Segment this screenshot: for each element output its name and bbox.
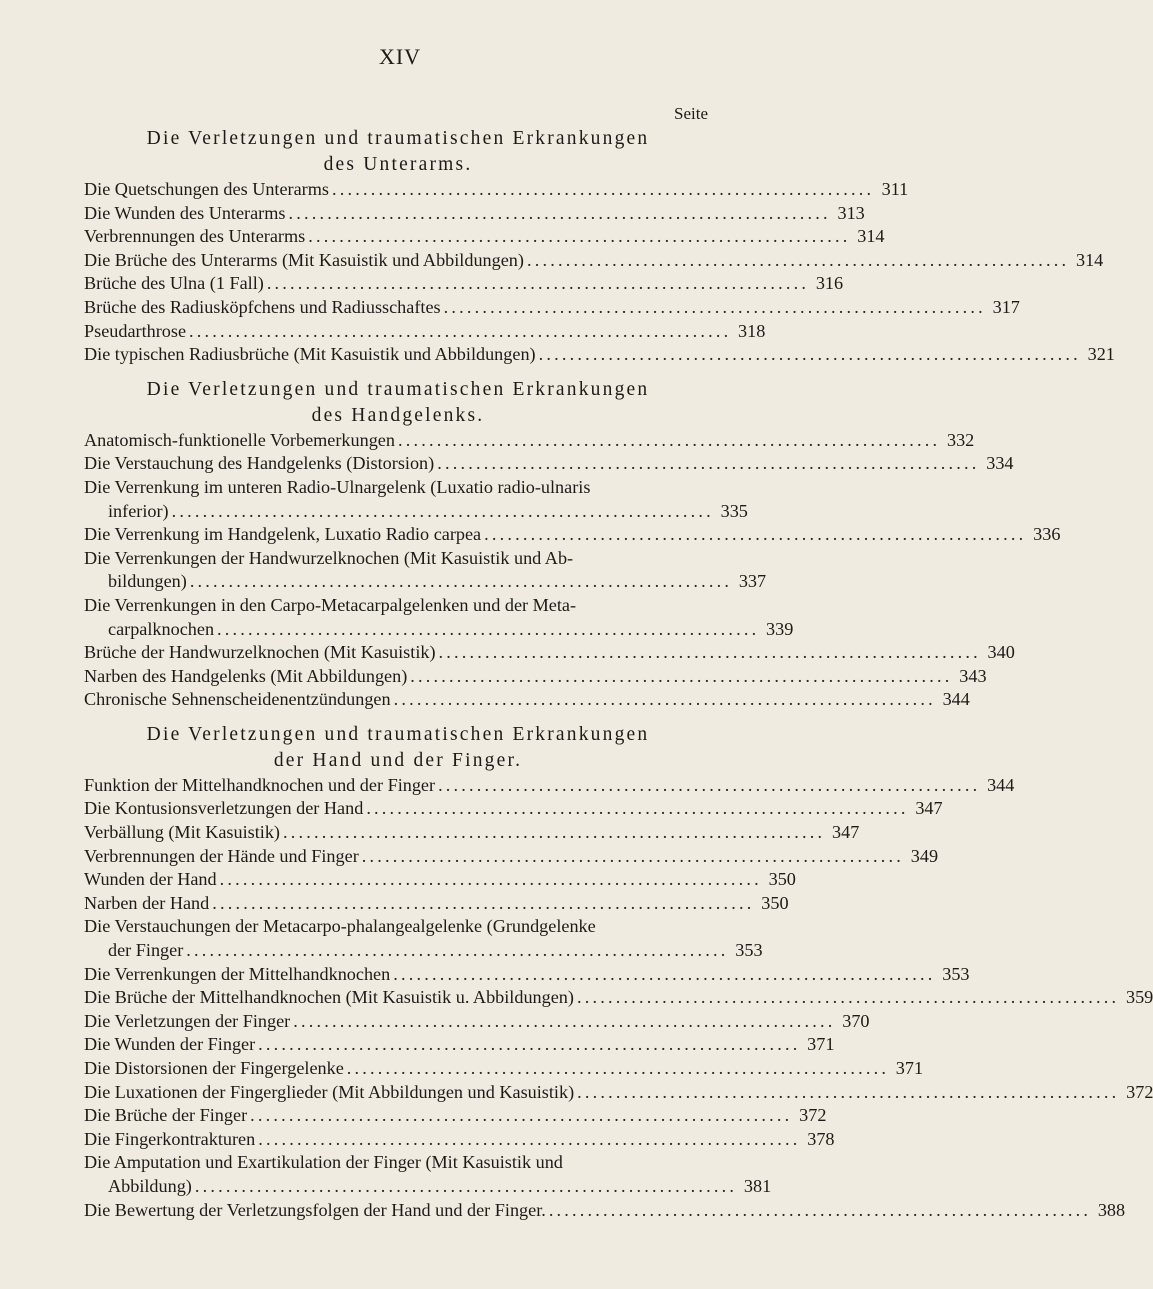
section-subtitle: des Handgelenks.: [311, 404, 485, 426]
toc-entry-page: 350: [761, 892, 789, 913]
toc-entry-title: Die Verstauchung des Handgelenks (Distorsion): [84, 453, 435, 474]
toc-entry[interactable]: [84, 821, 860, 845]
toc-entry-line: Die Amputation und Exartikulation der Finger (Mit Kasuistik und: [84, 1152, 563, 1173]
toc-entry[interactable]: [84, 343, 1115, 367]
toc-entry[interactable]: [84, 1081, 1153, 1105]
leader-dots: ......................................................................: [212, 892, 755, 913]
toc-entry[interactable]: [84, 963, 970, 987]
leader-dots: ......................................................................: [484, 524, 1027, 545]
toc-entry-page: 344: [987, 774, 1015, 795]
toc-entry[interactable]: [84, 1128, 835, 1152]
leader-dots: ......................................................................: [548, 1199, 1092, 1220]
leader-dots: ......................................................................: [361, 845, 905, 866]
toc-entry-page: 347: [915, 798, 943, 819]
toc-entry[interactable]: [84, 272, 844, 296]
toc-entry-line: Die Verrenkungen der Handwurzelknochen (Mit Kasuistik und Ab-: [84, 547, 574, 568]
toc-entry-title: Funktion der Mittelhandknochen und der Finger: [84, 774, 436, 795]
toc-entry-title: Wunden der Hand: [84, 869, 217, 890]
toc-entry-page: 353: [735, 940, 763, 961]
toc-section: [84, 722, 1153, 1222]
leader-dots: ......................................................................: [346, 1058, 890, 1078]
toc-entry-title: Die Distorsionen der Fingergelenke: [84, 1058, 344, 1078]
leader-dots: ......................................................................: [258, 1034, 801, 1055]
toc-section: [84, 377, 1061, 712]
leader-dots: ......................................................................: [438, 774, 981, 795]
toc-entry-title: Pseudarthrose: [84, 320, 187, 341]
toc-entry[interactable]: [84, 618, 794, 642]
leader-dots: ......................................................................: [443, 296, 986, 317]
leader-dots: ......................................................................: [526, 249, 1070, 270]
toc-entry[interactable]: [84, 202, 865, 226]
toc-entry-page: 372: [799, 1105, 827, 1126]
leader-dots: ......................................................................: [366, 798, 909, 819]
toc-entry-page: 359: [1125, 987, 1153, 1008]
toc-entry-page: 372: [1126, 1081, 1153, 1102]
toc-entry[interactable]: [84, 986, 1153, 1010]
toc-entry-page: 340: [987, 642, 1015, 663]
toc-entry-title: Die Kontusionsverletzungen der Hand: [84, 798, 364, 819]
toc-entry[interactable]: [84, 797, 943, 821]
toc-entry-title: Die Wunden der Finger: [84, 1034, 256, 1055]
section-subtitle: der Hand und der Finger.: [273, 749, 523, 771]
leader-dots: ......................................................................: [171, 500, 714, 521]
toc-entry-title: Brüche der Handwurzelknochen (Mit Kasuistik): [84, 642, 436, 663]
toc-entry-title: bildungen): [108, 571, 187, 592]
toc-entry-page: 336: [1033, 524, 1061, 545]
toc-entry-title: Anatomisch-funktionelle Vorbemerkungen: [84, 429, 395, 450]
toc-entry-line: Die Verrenkungen in den Carpo-Metacarpalgelenken und der Meta-: [84, 594, 577, 615]
page-folio: XIV: [378, 44, 422, 69]
toc-entry-page: 343: [959, 665, 987, 686]
toc-entry[interactable]: [84, 523, 1061, 547]
leader-dots: ......................................................................: [397, 429, 941, 450]
toc-entry-title: Narben des Handgelenks (Mit Abbildungen): [84, 665, 408, 686]
toc-entry-page: 317: [992, 296, 1020, 317]
toc-entry[interactable]: [84, 1199, 1126, 1223]
toc-entry-title: Verbrennungen der Hände und Finger: [84, 845, 359, 866]
toc-entry-title: Die Verrenkungen der Mittelhandknochen: [84, 963, 391, 984]
toc-entry-title: Die Brüche der Finger: [84, 1105, 248, 1126]
toc-entry[interactable]: [84, 1175, 772, 1199]
toc-entry-page: 332: [946, 429, 975, 450]
section-title: Die Verletzungen und traumatischen Erkrankungen: [146, 128, 650, 149]
toc-entry[interactable]: [84, 688, 970, 712]
toc-entry-title: Die typischen Radiusbrüche (Mit Kasuistik und Abbildungen): [84, 344, 536, 365]
leader-dots: ......................................................................: [331, 179, 875, 199]
toc-entry-page: 335: [720, 500, 748, 521]
section-title: Die Verletzungen und traumatischen Erkrankungen: [146, 378, 650, 400]
toc-entry-page: 316: [815, 273, 844, 294]
toc-entry-title: carpalknochen: [108, 618, 215, 639]
toc-entry[interactable]: [84, 1057, 924, 1081]
leader-dots: ......................................................................: [538, 344, 1081, 365]
leader-dots: ......................................................................: [293, 1010, 836, 1031]
leader-dots: ......................................................................: [189, 571, 733, 592]
toc-entry-page: 371: [895, 1058, 924, 1078]
toc-entry[interactable]: [84, 500, 748, 524]
toc-entry-line: Die Verrenkung im unteren Radio-Ulnargelenk (Luxatio radio-ulnaris: [84, 476, 591, 497]
toc-entry-page: 388: [1097, 1199, 1126, 1220]
toc-entry[interactable]: [84, 570, 767, 594]
leader-dots: ......................................................................: [217, 618, 760, 639]
toc-entry-page: 339: [766, 618, 794, 639]
toc-entry[interactable]: [84, 249, 1104, 273]
toc-entry-title: Die Verletzungen der Finger: [84, 1010, 291, 1031]
toc-entry-page: 314: [857, 226, 885, 247]
toc-entry[interactable]: [84, 1104, 827, 1128]
toc-entry-title: Die Quetschungen des Unterarms: [84, 179, 329, 199]
toc-entry[interactable]: [84, 225, 885, 249]
toc-entry[interactable]: [84, 892, 789, 916]
toc-entry-page: 378: [807, 1128, 835, 1149]
toc-entry[interactable]: [84, 665, 987, 689]
toc-entry-page: 318: [738, 320, 766, 341]
leader-dots: ......................................................................: [219, 869, 762, 890]
toc-entry-title: Die Fingerkontrakturen: [84, 1128, 256, 1149]
toc-entry[interactable]: [84, 845, 939, 869]
toc-entry-page: 350: [768, 869, 796, 890]
toc-entry-page: 311: [881, 179, 909, 199]
toc-entry-title: inferior): [108, 500, 169, 521]
toc-entry-title: Brüche des Radiusköpfchens und Radiusschaftes: [84, 296, 441, 317]
toc-entry-title: Verbrennungen des Unterarms: [84, 226, 306, 247]
toc-entry-title: Verbällung (Mit Kasuistik): [84, 822, 280, 843]
toc-entry-page: 313: [837, 202, 865, 223]
leader-dots: ......................................................................: [186, 940, 729, 961]
leader-dots: ......................................................................: [393, 689, 936, 710]
leader-dots: ......................................................................: [266, 273, 810, 294]
toc-entry-page: 337: [738, 571, 767, 592]
toc-entry[interactable]: [84, 452, 1014, 476]
toc-entry[interactable]: [84, 868, 796, 892]
leader-dots: ......................................................................: [189, 320, 732, 341]
toc-entry[interactable]: [84, 320, 766, 344]
toc-entry-page: 370: [842, 1010, 870, 1031]
toc-entry-title: Die Verrenkung im Handgelenk, Luxatio Radio carpea: [84, 524, 482, 545]
toc-entry-page: 344: [942, 689, 970, 710]
leader-dots: ......................................................................: [437, 453, 980, 474]
toc-entry[interactable]: [84, 939, 763, 963]
leader-dots: ......................................................................: [283, 822, 826, 843]
toc-entry[interactable]: [84, 641, 1015, 665]
toc-entry[interactable]: [84, 296, 1020, 320]
leader-dots: ......................................................................: [258, 1128, 801, 1149]
toc-entry-title: Die Brüche der Mittelhandknochen (Mit Kasuistik u. Abbildungen): [84, 987, 574, 1008]
section-title: Die Verletzungen und traumatischen Erkrankungen: [146, 723, 650, 745]
toc-entry-title: Die Wunden des Unterarms: [84, 202, 286, 223]
toc-entry-page: 381: [743, 1175, 772, 1196]
toc-entry-title: Brüche des Ulna (1 Fall): [84, 273, 264, 294]
table-of-contents: [84, 122, 1153, 1222]
toc-entry[interactable]: [84, 1033, 835, 1057]
section-subtitle: des Unterarms.: [323, 154, 473, 175]
toc-entry[interactable]: [84, 178, 909, 202]
leader-dots: ......................................................................: [438, 642, 981, 663]
leader-dots: ......................................................................: [250, 1105, 793, 1126]
toc-entry-page: 314: [1075, 249, 1104, 270]
leader-dots: ......................................................................: [410, 665, 953, 686]
toc-entry[interactable]: [84, 429, 975, 453]
toc-entry-title: Die Bewertung der Verletzungsfolgen der Hand und der Finger.: [84, 1199, 546, 1220]
leader-dots: ......................................................................: [194, 1175, 738, 1196]
toc-entry[interactable]: [84, 774, 1015, 798]
leader-dots: ......................................................................: [393, 963, 936, 984]
toc-entry-page: 347: [832, 822, 860, 843]
leader-dots: ......................................................................: [577, 1081, 1120, 1102]
toc-entry[interactable]: [84, 1010, 870, 1034]
toc-entry-title: Die Luxationen der Fingerglieder (Mit Abbildungen und Kasuistik): [84, 1081, 575, 1102]
toc-entry-page: 371: [807, 1034, 835, 1055]
toc-entry-page: 349: [910, 845, 939, 866]
toc-entry-line: Die Verstauchungen der Metacarpo-phalangealgelenke (Grundgelenke: [84, 916, 596, 937]
toc-entry-page: 321: [1087, 344, 1115, 365]
leader-dots: ......................................................................: [576, 987, 1120, 1008]
leader-dots: ......................................................................: [308, 226, 851, 247]
page-column-header: Seite: [674, 104, 708, 123]
leader-dots: ......................................................................: [288, 202, 831, 223]
toc-entry-title: Die Brüche des Unterarms (Mit Kasuistik und Abbildungen): [84, 249, 524, 270]
toc-entry-title: Narben der Hand: [84, 892, 210, 913]
toc-entry-title: der Finger: [108, 940, 184, 961]
toc-entry-page: 334: [986, 453, 1014, 474]
toc-entry-page: 353: [942, 963, 970, 984]
toc-entry-title: Abbildung): [108, 1175, 192, 1196]
toc-entry-title: Chronische Sehnenscheidenentzündungen: [84, 689, 391, 710]
toc-section: [84, 126, 1115, 367]
